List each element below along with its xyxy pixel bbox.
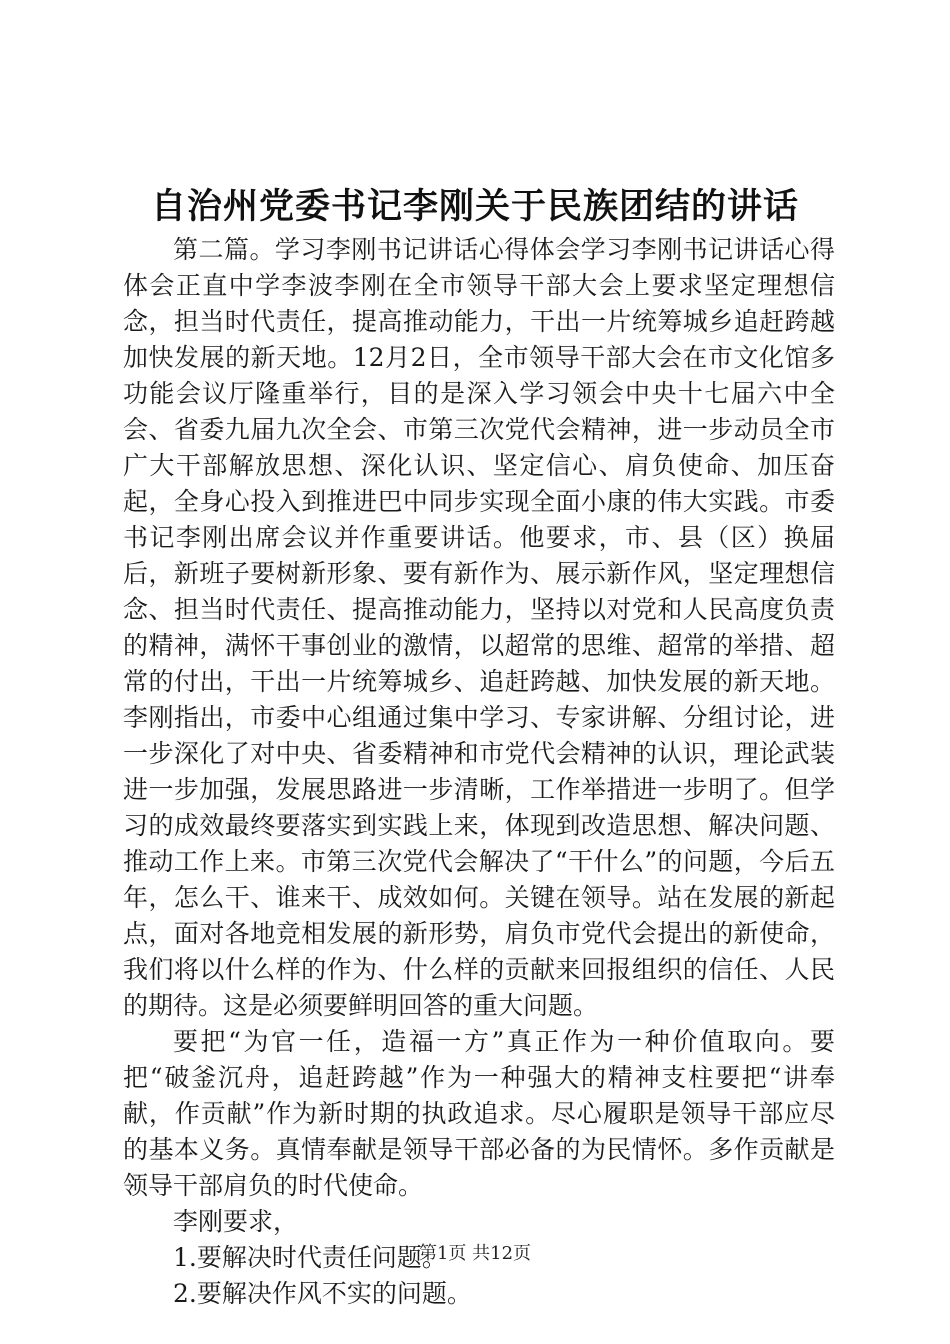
text-line-1: 李刚要求， [173, 1207, 299, 1236]
paragraph-1: 第二篇。学习李刚书记讲话心得体会学习李刚书记讲话心得体会正直中学李波李刚在全市领导干部大会上要求坚定理想信念，担当时代责任，提高推动能力，干出一片统筹城乡追赶跨越加快发展的新天地。12月2日，全市领导干部大会在市文化馆多功能会议厅隆重举行，目的是深入学习领会中央十七届六中全会、省委九届九次全会、市第三次党代会精神，进一步动员全市广大干部解放思想、深化认识、坚定信心、肩负使命、加压奋起，全身心投入到推进巴中同步实现全面小康的伟大实践。市委书记李刚出席会议并作重要讲话。他要求，市、县（区）换届后，新班子要树新形象、要有新作为、展示新作风，坚定理想信念、担当时代责任、提高推动能力，坚持以对党和人民高度负责的精神，满怀干事创业的激情，以超常的思维、超常的举措、超常的付出，干出一片统筹城乡、追赶跨越、加快发展的新天地。李刚指出，市委中心组通过集中学习、专家讲解、分组讨论，进一步深化了对中央、省委精神和市党代会精神的认识，理论武装进一步加强，发展思路进一步清晰，工作举措进一步明了。但学习的成效最终要落实到实践上来，体现到改造思想、解决问题、推动工作上来。市第三次党代会解决了“干什么”的问题，今后五年，怎么干、谁来干、成效如何。关键在领导。站在发展的新起点，面对各地竞相发展的新形势，肩负市党代会提出的新使命，我们将以什么样的作为、什么样的贡献来回报组织的信任、人民的期待。这是必须要鲜明回答的重大问题。 [123, 235, 835, 1020]
document-title: 自治州党委书记李刚关于民族团结的讲话 [150, 186, 799, 227]
text-line-2: 1.要解决时代责任问题。 [173, 1243, 447, 1272]
text-line-3: 2.要解决作风不实的问题。 [173, 1279, 472, 1308]
page-footer: 第1页 共12页 [418, 1243, 532, 1264]
document-body [123, 232, 835, 1312]
paragraph-2: 要把“为官一任，造福一方”真正作为一种价值取向。要把“破釜沉舟，追赶跨越”作为一种强大的精神支柱要把“讲奉献，作贡献”作为新时期的执政追求。尽心履职是领导干部应尽的基本义务。真情奉献是领导干部必备的为民情怀。多作贡献是领导干部肩负的时代使命。 [123, 1027, 835, 1200]
